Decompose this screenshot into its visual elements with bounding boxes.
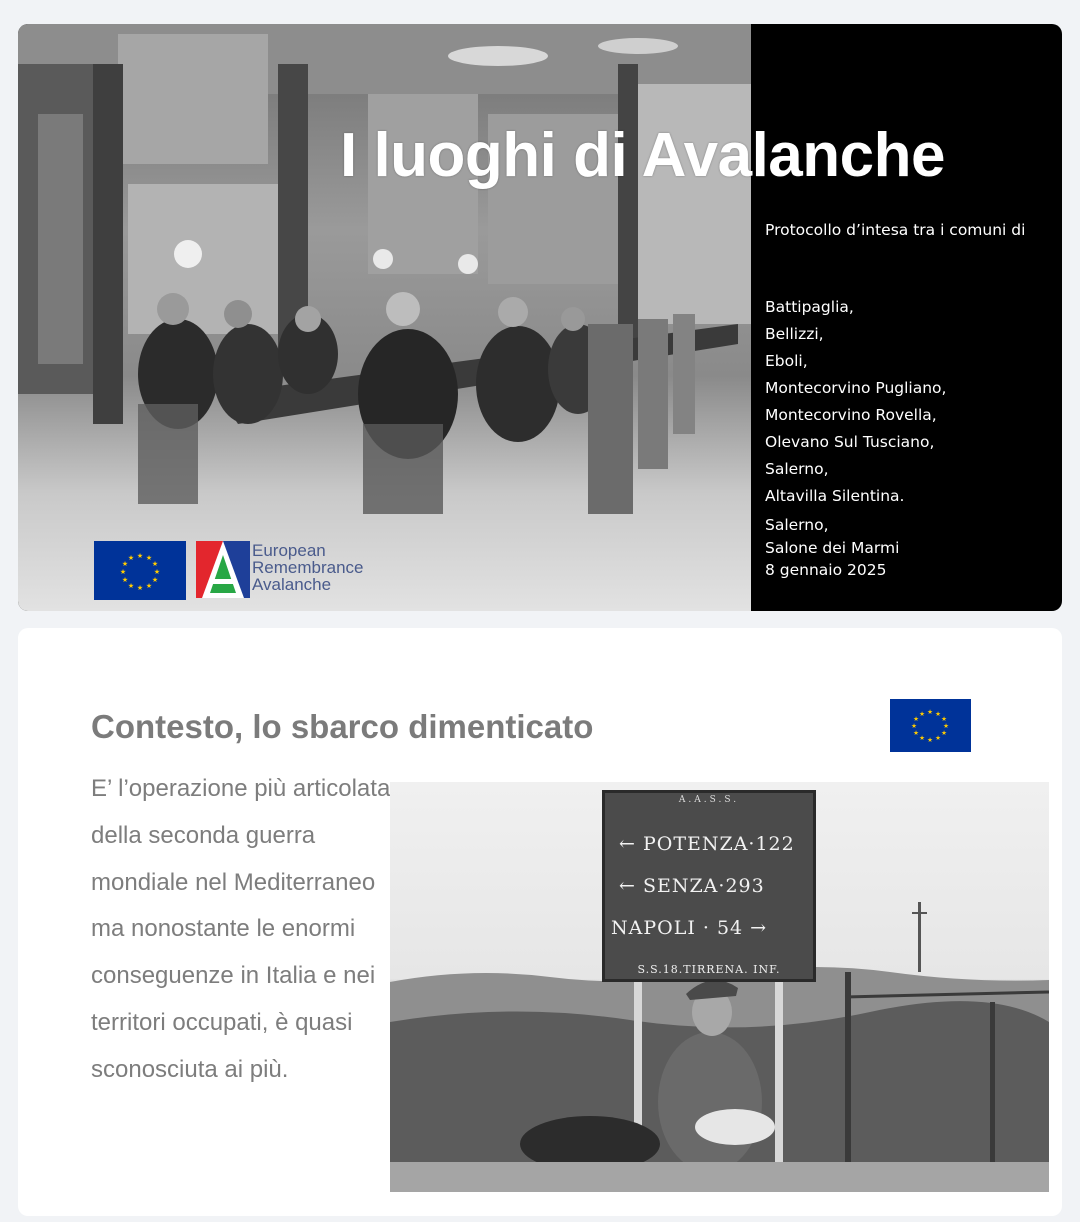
- svg-text:★: ★: [151, 576, 159, 584]
- sign-row: ← SENZA·293: [619, 875, 765, 897]
- svg-text:★: ★: [927, 708, 933, 716]
- svg-text:★: ★: [127, 554, 135, 562]
- svg-text:★: ★: [935, 734, 941, 742]
- body-paragraph: E’ l’operazione più articolata della seconda guerra mondiale nel Mediterraneo ma nonostante le enormi conseguenze in Italia e nei territori occupati, è quasi sconosciuta ai più.: [91, 775, 391, 1083]
- protocol-text: Protocollo d’intesa tra i comuni di: [765, 221, 1026, 239]
- section-title: Contesto, lo sbarco dimenticato: [91, 708, 594, 745]
- venue-city: Salerno,: [765, 516, 829, 534]
- town-item: Eboli,: [765, 352, 808, 370]
- svg-text:★: ★: [136, 552, 144, 560]
- meeting-hall-photo: [18, 24, 751, 611]
- svg-text:★: ★: [145, 554, 153, 562]
- svg-text:★: ★: [911, 722, 917, 730]
- town-item: Altavilla Silentina.: [765, 487, 905, 505]
- svg-text:★: ★: [121, 576, 129, 584]
- svg-text:★: ★: [913, 729, 919, 737]
- title-slide: [18, 24, 1062, 611]
- venue-info: [765, 514, 899, 582]
- svg-text:★: ★: [943, 722, 949, 730]
- towns-list: [765, 294, 946, 510]
- svg-text:★: ★: [941, 715, 947, 723]
- road-sign: A.A.S.S. ← POTENZA·122 ← SENZA·293 NAPOLI · 54 → S.S.18.TIRRENA. INF.: [602, 790, 816, 982]
- eu-flag-icon: [890, 699, 971, 752]
- svg-text:★: ★: [119, 568, 127, 576]
- svg-text:★: ★: [136, 584, 144, 592]
- svg-text:★: ★: [935, 710, 941, 718]
- context-slide: [18, 628, 1062, 1216]
- slide-title: I luoghi di Avalanche: [340, 121, 945, 190]
- eu-flag-icon: [94, 541, 186, 600]
- svg-text:★: ★: [127, 582, 135, 590]
- road-sign-photo: [390, 782, 1049, 1192]
- town-item: Salerno,: [765, 460, 829, 478]
- venue-hall: Salone dei Marmi: [765, 538, 900, 557]
- avalanche-logo-text: European Remembrance Avalanche: [252, 541, 364, 594]
- town-item: Montecorvino Pugliano,: [765, 379, 947, 397]
- town-item: Montecorvino Rovella,: [765, 406, 937, 424]
- svg-text:★: ★: [941, 729, 947, 737]
- town-item: Bellizzi,: [765, 325, 824, 343]
- svg-text:★: ★: [919, 710, 925, 718]
- svg-text:★: ★: [919, 734, 925, 742]
- svg-text:★: ★: [927, 736, 933, 744]
- svg-text:★: ★: [145, 582, 153, 590]
- venue-date: 8 gennaio 2025: [765, 561, 887, 579]
- svg-text:★: ★: [913, 715, 919, 723]
- svg-text:★: ★: [151, 560, 159, 568]
- sign-row: ← POTENZA·122: [619, 833, 795, 855]
- town-item: Olevano Sul Tusciano,: [765, 433, 935, 451]
- svg-text:★: ★: [153, 568, 161, 576]
- sign-row: NAPOLI · 54 →: [611, 917, 768, 939]
- svg-text:★: ★: [121, 560, 129, 568]
- town-item: Battipaglia,: [765, 298, 854, 316]
- avalanche-logo-icon: [196, 541, 250, 598]
